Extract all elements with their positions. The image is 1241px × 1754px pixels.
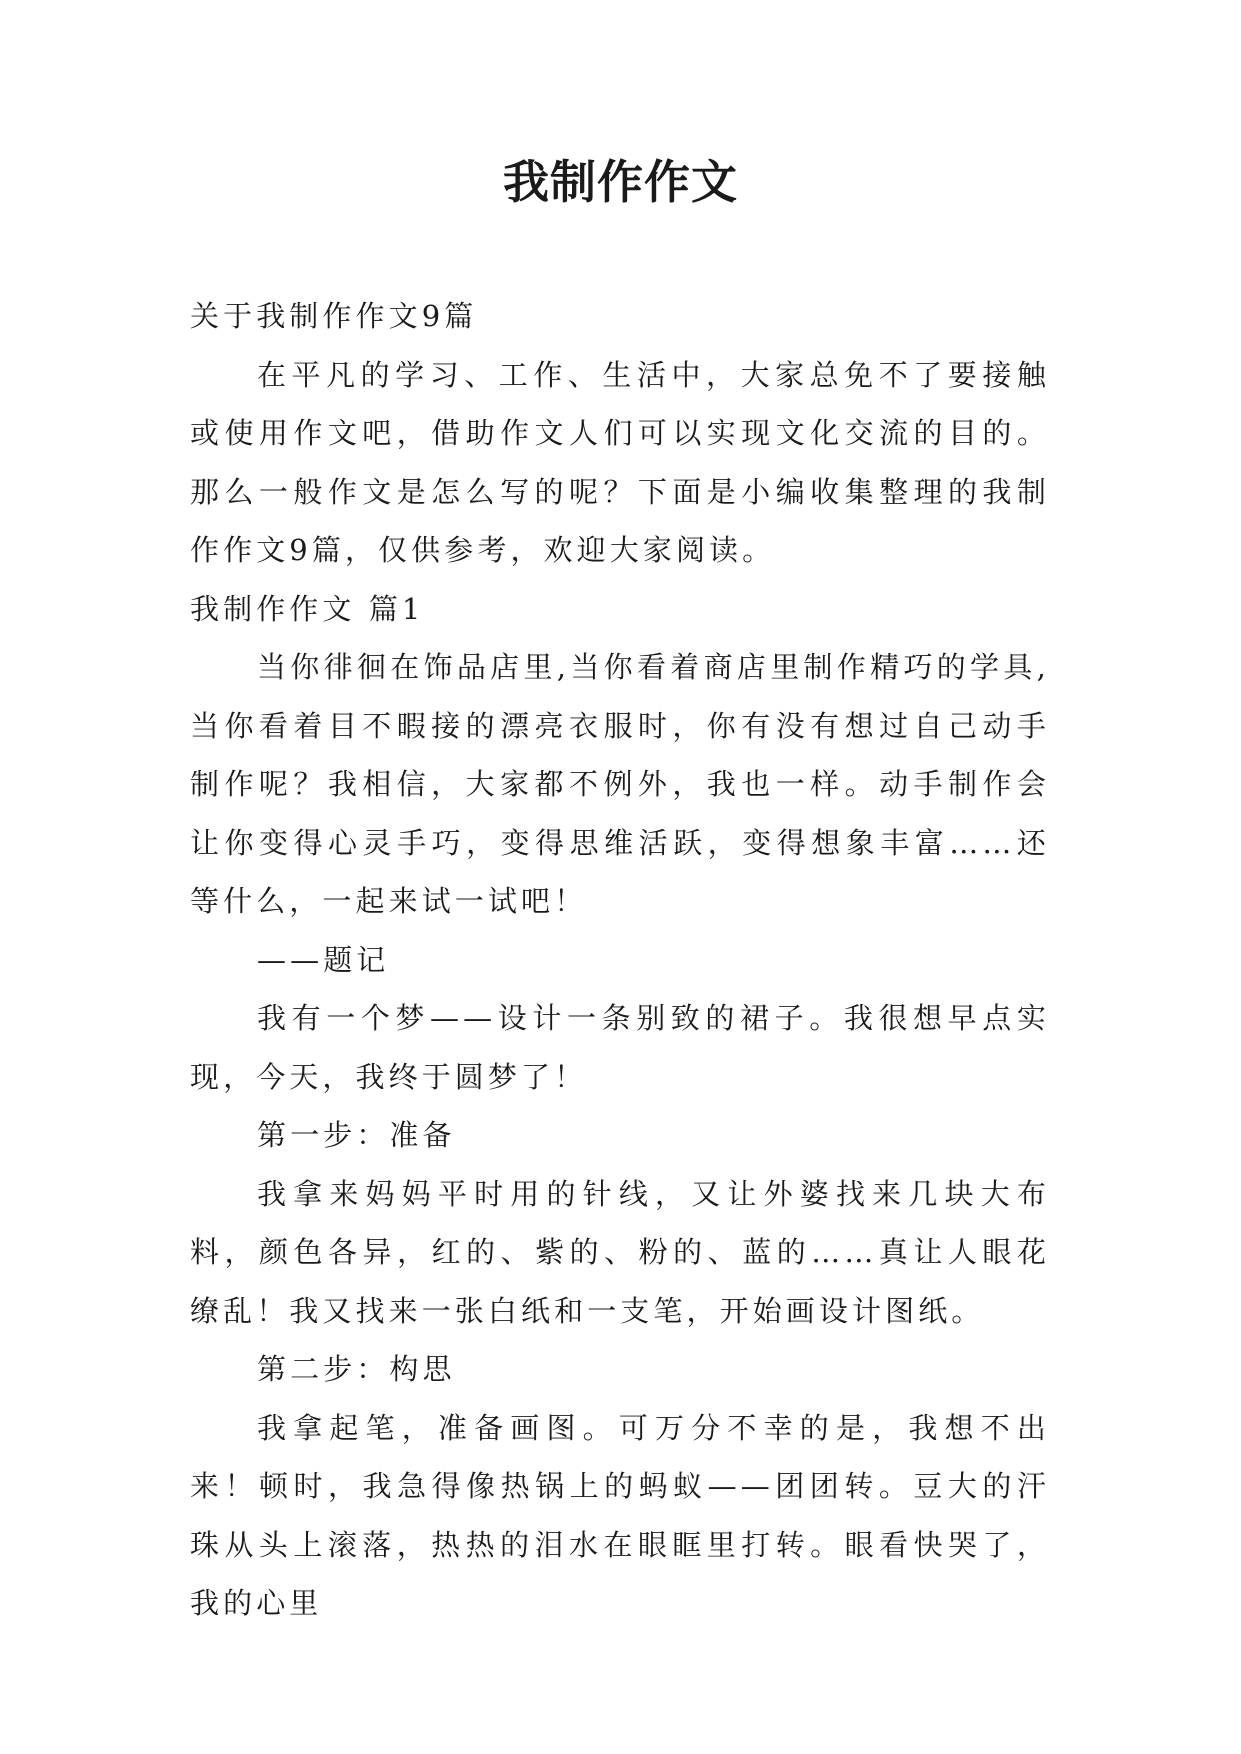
section-heading: 我制作作文 篇1 — [190, 591, 425, 626]
body-paragraph: 我拿来妈妈平时用的针线，又让外婆找来几块大布料，颜色各异，红的、紫的、粉的、蓝的……真让人眼花缭乱！我又找来一张白纸和一支笔，开始画设计图纸。 — [190, 1176, 1050, 1328]
body-paragraph: 我拿起笔，准备画图。可万分不幸的是，我想不出来！顿时，我急得像热锅上的蚂蚁——团团转。豆大的汗珠从头上滚落，热热的泪水在眼眶里打转。眼看快哭了，我的心里 — [190, 1410, 1050, 1620]
document-body — [190, 287, 1050, 1633]
step-heading: 第一步：准备 — [257, 1118, 456, 1152]
step-heading: 第二步：构思 — [257, 1352, 456, 1386]
body-paragraph: 我有一个梦——设计一条别致的裙子。我很想早点实现，今天，我终于圆梦了！ — [190, 1001, 1050, 1094]
document-title: 我制作作文 — [503, 155, 738, 209]
intro-paragraph: 在平凡的学习、工作、生活中，大家总免不了要接触或使用作文吧，借助作文人们可以实现文化交流的目的。那么一般作文是怎么写的呢？下面是小编收集整理的我制作作文9篇，仅供参考，欢迎大家阅读。 — [190, 357, 1050, 567]
epigraph-label: ——题记 — [257, 942, 390, 977]
intro-heading: 关于我制作作文9篇 — [190, 299, 478, 333]
body-paragraph: 当你徘徊在饰品店里,当你看着商店里制作精巧的学具,当你看着目不暇接的漂亮衣服时，你有没有想过自己动手制作呢？我相信，大家都不例外，我也一样。动手制作会让你变得心灵手巧，变得思维活跃，变得想象丰富……还等什么，一起来试一试吧！ — [190, 650, 1050, 918]
